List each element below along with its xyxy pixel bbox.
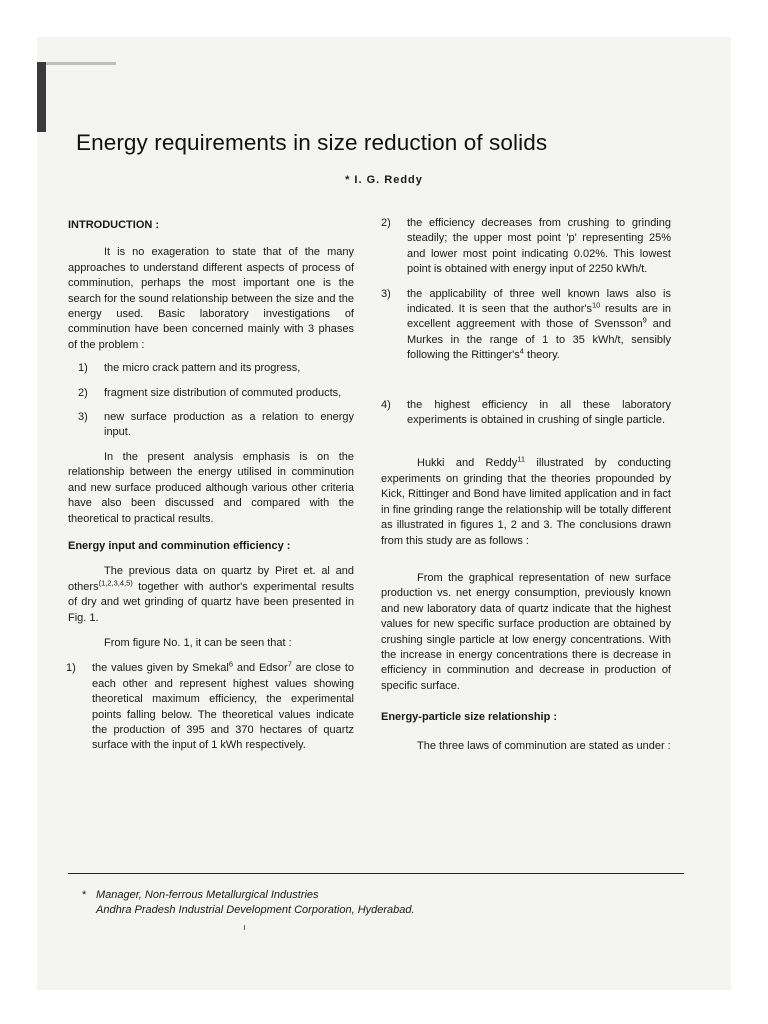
finding-text: the highest efficiency in all these laboratory experiments is obtained in crushing of single particle. — [407, 398, 671, 427]
previous-data-text: The previous data on quartz by Piret et. al and others — [68, 565, 354, 593]
reference-superscript: 11 — [517, 454, 526, 464]
analysis-paragraph: In the present analysis emphasis is on the relationship between the energy utilised in comminution and new surface produced although various other criteria have also been discussed and compared with the theoretical to practical results. — [68, 450, 354, 525]
intro-paragraph: It is no exageration to state that of the many approaches to understand different aspects of process of comminution, perhaps the most important one is the search for the sound relationship between the size and the energy used. Basic laboratory investigations of comminution have been concerned mainly with 3 phases of the problem : — [68, 246, 354, 351]
finding-text-part: the applicability of three well known laws also is indicated. It is seen that the author's — [407, 287, 671, 316]
phase-item — [78, 386, 354, 401]
footnote-organization: Andhra Pradesh Industrial Development Corporation, Hyderabad. — [96, 904, 415, 916]
finding-item — [381, 398, 671, 429]
footnote — [82, 888, 415, 918]
finding-text-part: and Edsor — [233, 662, 288, 675]
author-line: * I. G. Reddy — [345, 174, 423, 186]
finding-text — [407, 287, 671, 364]
energy-input-heading: Energy input and comminution efficiency : — [68, 539, 291, 552]
footnote-marker: * — [82, 889, 87, 901]
finding-text — [92, 661, 354, 753]
phase-number: 2) — [78, 386, 88, 399]
finding-text-part: the values given by Smekal — [92, 662, 229, 675]
reference-superscript: 10 — [592, 300, 601, 310]
finding-text-part: and Murkes in the range of 1 to 35 kWh/t, sensibly following the Rittinger's — [407, 318, 671, 362]
left-column — [68, 218, 354, 754]
finding-number: 2) — [381, 217, 391, 229]
phase-text: the micro crack pattern and its progress, — [104, 362, 301, 375]
finding-number: 4) — [381, 398, 391, 411]
finding-item — [381, 287, 671, 364]
finding-text-part: are close to each other and represent highest values showing theoretical maximum efficiency, the experimental points falling below. The theoretical values indicate the production of 395 and 370 hectares of quartz surface with the input of 1 kWh respectively. — [92, 662, 354, 752]
phase-item — [78, 410, 354, 441]
footnote-divider — [68, 873, 684, 874]
particle-size-heading: Energy-particle size relationship : — [381, 711, 558, 724]
phase-text: fragment size distribution of commuted products, — [104, 386, 342, 399]
finding-item — [66, 661, 354, 753]
reference-superscript: 6 — [228, 659, 234, 669]
reference-superscript: 7 — [287, 659, 292, 669]
finding-text: the efficiency decreases from crushing to grinding steadily; the upper most point 'p' representing 25% and lower most point indicating 0.02%. This lowest point is obtained with energy input of 2250 kWh/t. — [407, 217, 671, 276]
phase-number: 3) — [78, 411, 88, 424]
finding-number: 1) — [66, 662, 76, 675]
phase-item — [78, 361, 354, 376]
laws-paragraph: The three laws of comminution are stated as under : — [417, 739, 671, 752]
phase-text: new surface production as a relation to energy input. — [104, 411, 354, 439]
article-title: Energy requirements in size reduction of solids — [76, 130, 548, 155]
footnote-affiliation: Manager, Non-ferrous Metallurgical Industries — [96, 889, 319, 901]
reference-superscript: 9 — [642, 315, 647, 325]
hukki-text-cont: illustrated by conducting experiments on grinding that the theories propounded by Kick, Rittinger and Bond have limited application and in fact in fine grinding range the relationship will be totally different as illustrated in figures 1, 2 and 3. The conclusions drawn from this study are as follows : — [381, 457, 671, 547]
binding-shadow — [37, 62, 46, 132]
finding-item — [381, 216, 671, 278]
finding-number: 3) — [381, 287, 391, 300]
footnote-line — [82, 888, 415, 903]
graphical-paragraph: From the graphical representation of new surface production vs. net energy consumption, previously known and new laboratory data of quartz indicate that the highest values for new specific surface production are obtained by crushing single particle at low energy concentrations. With the increase in energy concentrations there is decrease in efficiency in comminution and decrease in production of specific surface. — [381, 571, 671, 692]
figure-intro: From figure No. 1, it can be seen that : — [104, 636, 292, 649]
previous-data-paragraph — [68, 564, 354, 626]
finding-text-part: theory. — [523, 349, 560, 362]
scan-speck — [244, 925, 245, 930]
hukki-paragraph — [381, 456, 671, 548]
finding-text-part: results are in excellent aggreement with those of Svensson — [407, 303, 672, 331]
right-column — [381, 216, 671, 754]
introduction-heading: INTRODUCTION : — [68, 219, 160, 231]
hukki-text: Hukki and Reddy — [417, 457, 518, 470]
reference-superscript: (1,2,3,4,5) — [98, 578, 133, 588]
phase-number: 1) — [78, 362, 88, 375]
reference-superscript: 4 — [519, 346, 524, 356]
previous-data-text-cont: together with author's experimental results of dry and wet grinding of quartz have been presented in Fig. 1. — [68, 580, 354, 624]
